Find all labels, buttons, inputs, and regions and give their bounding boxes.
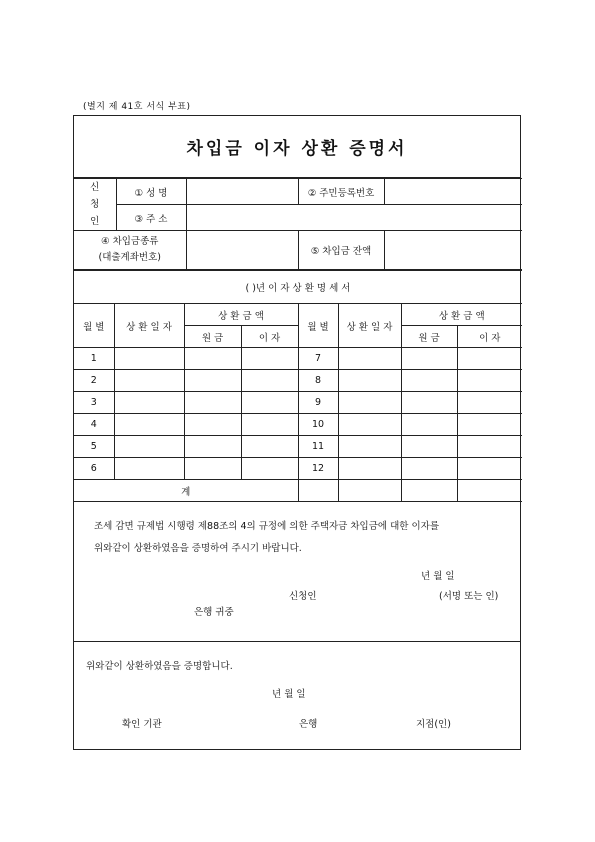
table-row bbox=[74, 348, 522, 370]
interest-cell[interactable] bbox=[241, 348, 298, 370]
principal-cell[interactable] bbox=[401, 348, 457, 370]
date-cell[interactable] bbox=[338, 436, 401, 458]
certificate-form bbox=[73, 115, 521, 750]
principal-cell[interactable] bbox=[184, 348, 241, 370]
month-header-left: 월 별 bbox=[74, 304, 114, 348]
confirmation-section bbox=[74, 642, 520, 742]
address-label: ③ 주 소 bbox=[116, 205, 186, 231]
total-date-cell bbox=[338, 480, 401, 502]
date-cell[interactable] bbox=[338, 348, 401, 370]
date-header-right: 상 환 일 자 bbox=[338, 304, 401, 348]
confirm-bank-label: 은행 bbox=[299, 719, 318, 730]
date-cell[interactable] bbox=[338, 370, 401, 392]
interest-cell[interactable] bbox=[457, 370, 522, 392]
principal-cell[interactable] bbox=[184, 392, 241, 414]
date-cell[interactable] bbox=[114, 348, 184, 370]
date-cell[interactable] bbox=[114, 392, 184, 414]
total-principal-cell[interactable] bbox=[401, 480, 457, 502]
interest-cell[interactable] bbox=[241, 436, 298, 458]
table-row bbox=[74, 436, 522, 458]
loan-type-field[interactable] bbox=[186, 231, 298, 270]
principal-cell[interactable] bbox=[184, 458, 241, 480]
statement-line-2: 위와같이 상환하였음을 증명하여 주시기 바랍니다. bbox=[94, 543, 302, 554]
interest-cell[interactable] bbox=[457, 348, 522, 370]
branch-seal-label: 지점(인) bbox=[416, 719, 451, 730]
institution-label: 확인 기관 bbox=[122, 719, 162, 730]
principal-cell[interactable] bbox=[401, 370, 457, 392]
loan-type-label: ④ 차입금종류 (대출계좌번호) bbox=[74, 231, 186, 270]
interest-header-right: 이 자 bbox=[457, 326, 522, 348]
interest-cell[interactable] bbox=[241, 392, 298, 414]
month-cell: 5 bbox=[74, 436, 114, 458]
principal-cell[interactable] bbox=[401, 458, 457, 480]
request-statement bbox=[74, 502, 520, 642]
principal-cell[interactable] bbox=[401, 414, 457, 436]
date-cell[interactable] bbox=[114, 436, 184, 458]
interest-cell[interactable] bbox=[457, 436, 522, 458]
sign-or-seal-label: (서명 또는 인) bbox=[439, 591, 499, 602]
month-cell: 4 bbox=[74, 414, 114, 436]
principal-cell[interactable] bbox=[401, 392, 457, 414]
statement-line-1: 조세 감면 규제법 시행령 제88조의 4의 규정에 의한 주택자금 차입금에 대한 이자를 bbox=[94, 521, 440, 532]
date-cell[interactable] bbox=[338, 392, 401, 414]
total-spacer bbox=[298, 480, 338, 502]
principal-cell[interactable] bbox=[401, 436, 457, 458]
title-row bbox=[74, 116, 520, 178]
amount-header-left: 상 환 금 액 bbox=[184, 304, 298, 326]
table-row bbox=[74, 414, 522, 436]
table-row bbox=[74, 370, 522, 392]
request-date: 년 월 일 bbox=[421, 571, 455, 582]
loan-balance-label: ⑤ 차입금 잔액 bbox=[298, 231, 384, 270]
repayment-schedule-table bbox=[74, 270, 522, 502]
form-title: 차입금 이자 상환 증명서 bbox=[186, 139, 408, 159]
month-cell: 9 bbox=[298, 392, 338, 414]
date-cell[interactable] bbox=[338, 458, 401, 480]
total-label: 계 bbox=[74, 480, 298, 502]
principal-cell[interactable] bbox=[184, 436, 241, 458]
date-header-left: 상 환 일 자 bbox=[114, 304, 184, 348]
interest-cell[interactable] bbox=[457, 414, 522, 436]
month-cell: 1 bbox=[74, 348, 114, 370]
amount-header-right: 상 환 금 액 bbox=[401, 304, 522, 326]
date-cell[interactable] bbox=[114, 458, 184, 480]
table-row bbox=[74, 392, 522, 414]
name-field[interactable] bbox=[186, 179, 298, 205]
rrn-label: ② 주민등록번호 bbox=[298, 179, 384, 205]
total-row bbox=[74, 480, 522, 502]
interest-cell[interactable] bbox=[457, 392, 522, 414]
principal-header-right: 원 금 bbox=[401, 326, 457, 348]
month-cell: 6 bbox=[74, 458, 114, 480]
principal-cell[interactable] bbox=[184, 414, 241, 436]
interest-cell[interactable] bbox=[241, 370, 298, 392]
schedule-header: ( )년 이 자 상 환 명 세 서 bbox=[74, 271, 522, 304]
name-label: ① 성 명 bbox=[116, 179, 186, 205]
date-cell[interactable] bbox=[114, 370, 184, 392]
principal-cell[interactable] bbox=[184, 370, 241, 392]
month-header-right: 월 별 bbox=[298, 304, 338, 348]
interest-cell[interactable] bbox=[241, 458, 298, 480]
date-cell[interactable] bbox=[114, 414, 184, 436]
date-cell[interactable] bbox=[338, 414, 401, 436]
rrn-field[interactable] bbox=[384, 179, 522, 205]
month-cell: 10 bbox=[298, 414, 338, 436]
table-row bbox=[74, 458, 522, 480]
month-cell: 12 bbox=[298, 458, 338, 480]
applicant-group-label: 신 청 인 bbox=[74, 179, 116, 231]
interest-header-left: 이 자 bbox=[241, 326, 298, 348]
interest-cell[interactable] bbox=[457, 458, 522, 480]
applicant-sign-label: 신청인 bbox=[289, 591, 317, 602]
confirmation-date: 년 월 일 bbox=[272, 689, 306, 700]
confirmation-text: 위와같이 상환하였음을 증명합니다. bbox=[86, 661, 233, 672]
loan-balance-field[interactable] bbox=[384, 231, 522, 270]
month-cell: 11 bbox=[298, 436, 338, 458]
principal-header-left: 원 금 bbox=[184, 326, 241, 348]
address-field[interactable] bbox=[186, 205, 522, 231]
month-cell: 7 bbox=[298, 348, 338, 370]
month-cell: 8 bbox=[298, 370, 338, 392]
month-cell: 2 bbox=[74, 370, 114, 392]
interest-cell[interactable] bbox=[241, 414, 298, 436]
bank-addressee: 은행 귀중 bbox=[194, 607, 234, 618]
total-interest-cell[interactable] bbox=[457, 480, 522, 502]
month-cell: 3 bbox=[74, 392, 114, 414]
applicant-table bbox=[74, 178, 522, 270]
form-caption: (별지 제 41호 서식 부표) bbox=[83, 102, 191, 112]
